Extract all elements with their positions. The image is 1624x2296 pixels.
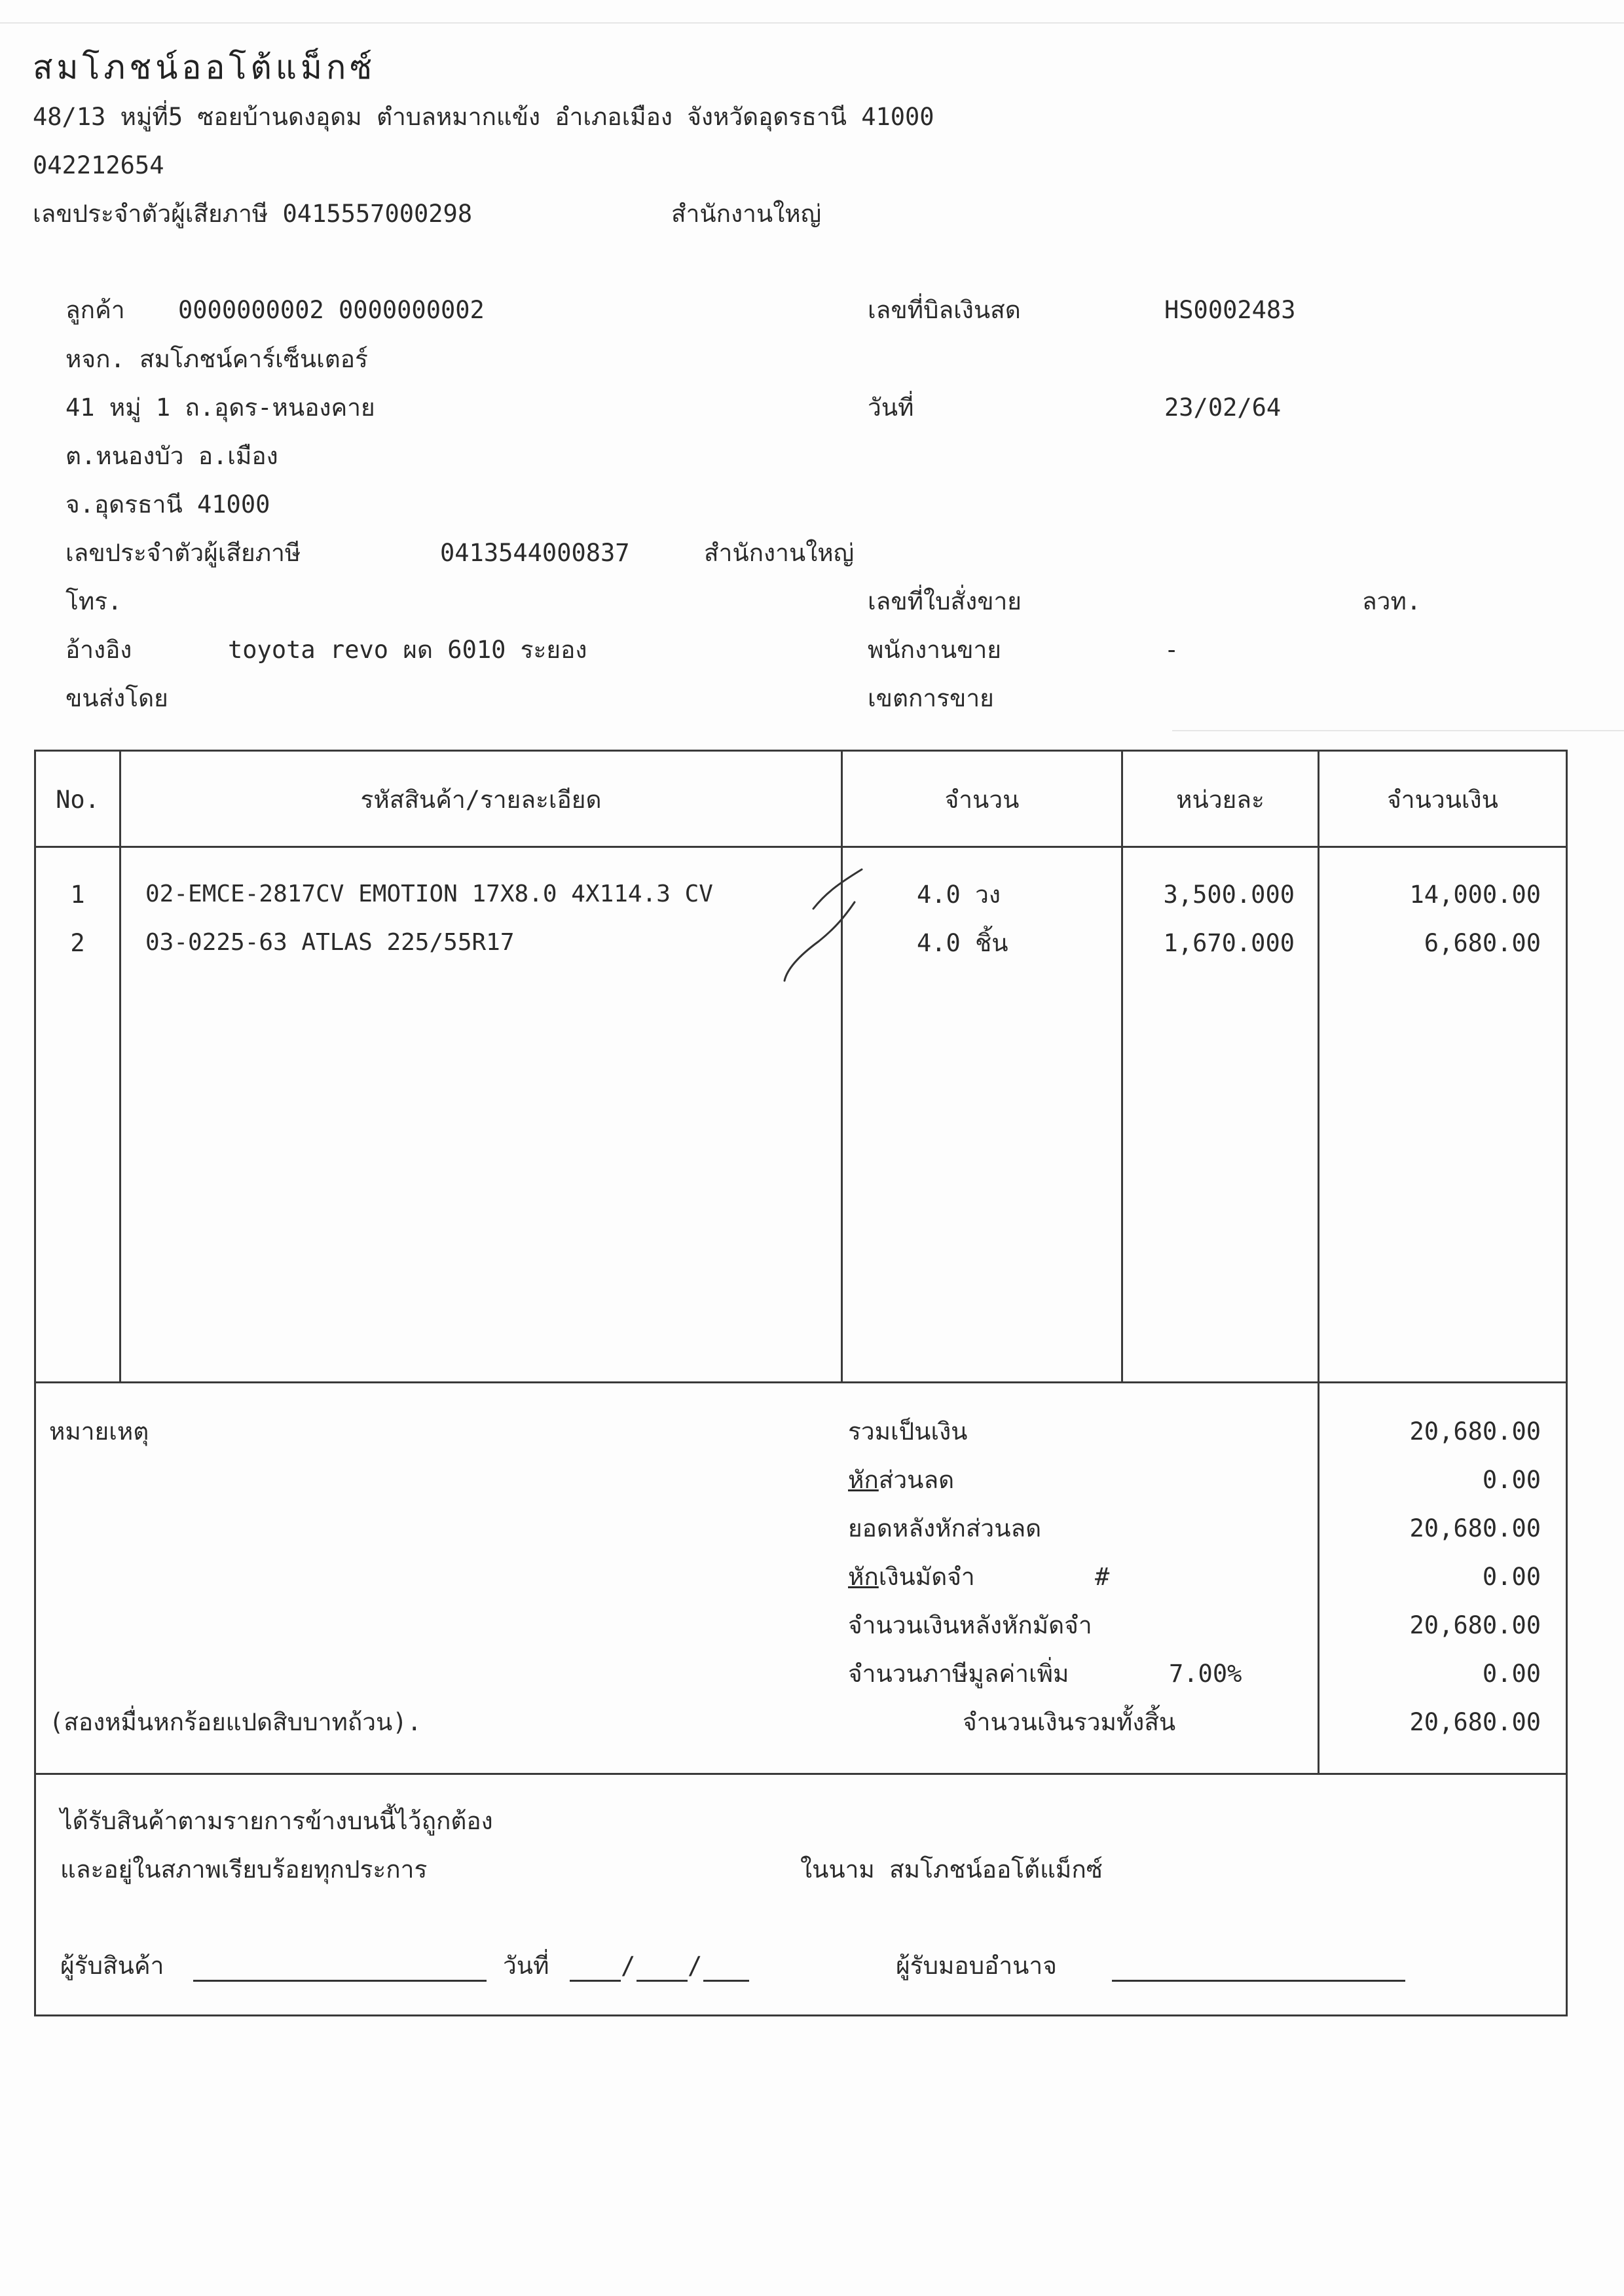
row-amount: 6,680.00 — [1424, 929, 1541, 957]
vat-value: 0.00 — [1482, 1660, 1541, 1688]
header-quantity: จำนวน — [944, 786, 1020, 814]
subtotal-value: 20,680.00 — [1409, 1417, 1541, 1446]
vat-label: จำนวนภาษีมูลค่าเพิ่ม — [848, 1660, 1069, 1688]
row-description: 02-EMCE-2817CV EMOTION 17X8.0 4X114.3 CV — [145, 881, 713, 907]
discount-label-prefix: หัก — [848, 1466, 879, 1494]
row-quantity: 4.0 วง — [917, 881, 1001, 909]
scan-artifact-top — [0, 22, 1624, 24]
scan-artifact-right — [1172, 730, 1624, 731]
customer-address-3: จ.อุดรธานี 41000 — [65, 490, 270, 519]
on-behalf-of: ในนาม สมโภชน์ออโต้แม็กซ์ — [800, 1855, 1103, 1884]
customer-tax-label: เลขประจำตัวผู้เสียภาษี — [65, 539, 301, 567]
customer-label: ลูกค้า — [65, 296, 125, 324]
discount-value: 0.00 — [1482, 1466, 1541, 1494]
deposit-label — [848, 1565, 975, 1589]
invoice-number-label: เลขที่บิลเงินสด — [868, 296, 1021, 324]
authorized-label: ผู้รับมอบอำนาจ — [896, 1952, 1057, 1980]
invoice-date-label: วันที่ — [868, 393, 914, 422]
sales-area-label: เขตการขาย — [868, 684, 994, 712]
header-unit-price: หน่วยละ — [1176, 786, 1264, 814]
company-tax-id: เลขประจำตัวผู้เสียภาษี 0415557000298 — [33, 200, 473, 228]
vat-rate: 7.00% — [1169, 1660, 1242, 1688]
deposit-label-prefix: หัก — [848, 1563, 879, 1591]
deposit-hash: # — [1095, 1563, 1110, 1591]
deposit-label-text: เงินมัดจำ — [878, 1563, 975, 1591]
row-quantity: 4.0 ชิ้น — [917, 929, 1008, 957]
discount-label-text: ส่วนลด — [878, 1466, 955, 1494]
header-description: รหัสสินค้า/รายละเอียด — [360, 786, 602, 814]
receive-date-year — [703, 1958, 749, 1982]
header-no: No. — [56, 786, 100, 814]
invoice-date: 23/02/64 — [1164, 393, 1282, 422]
receiver-label: ผู้รับสินค้า — [60, 1952, 164, 1980]
handwritten-check-marks — [773, 858, 877, 989]
receiver-signature-line — [193, 1958, 487, 1982]
customer-address-1: 41 หมู่ 1 ถ.อุดร-หนองคาย — [65, 393, 375, 422]
receive-date-month — [637, 1958, 688, 1982]
row-unit-price: 3,500.000 — [1163, 881, 1295, 909]
reference-value: toyota revo ผด 6010 ระยอง — [228, 636, 587, 664]
customer-address-2: ต.หนองบัว อ.เมือง — [65, 442, 278, 470]
receive-date-label: วันที่ — [503, 1952, 549, 1980]
subtotal-label: รวมเป็นเงิน — [848, 1417, 968, 1446]
salesperson-label: พนักงานขาย — [868, 636, 1001, 664]
invoice-number: HS0002483 — [1164, 296, 1296, 324]
customer-tax-id: 0413544000837 — [440, 539, 630, 567]
salesperson-value: - — [1164, 636, 1179, 664]
remarks-label: หมายเหตุ — [49, 1417, 149, 1446]
header-amount: จำนวนเงิน — [1387, 786, 1498, 814]
company-phone: 042212654 — [33, 151, 164, 179]
company-branch: สำนักงานใหญ่ — [671, 200, 822, 228]
customer-phone-label: โทร. — [65, 587, 122, 615]
row-amount: 14,000.00 — [1409, 881, 1541, 909]
grand-total-label: จำนวนเงินรวมทั้งสิ้น — [963, 1708, 1176, 1736]
row-unit-price: 1,670.000 — [1163, 929, 1295, 957]
reference-label: อ้างอิง — [65, 636, 132, 664]
receive-date-sep-1: / — [621, 1952, 636, 1980]
received-statement-2: และอยู่ในสภาพเรียบร้อยทุกประการ — [60, 1855, 428, 1884]
row-description: 03-0225-63 ATLAS 225/55R17 — [145, 929, 515, 956]
received-statement-1: ได้รับสินค้าตามรายการข้างบนนี้ไว้ถูกต้อง — [60, 1807, 493, 1835]
after-discount-value: 20,680.00 — [1409, 1514, 1541, 1542]
shipping-label: ขนส่งโดย — [65, 684, 168, 712]
sales-order-value: ลวท. — [1362, 587, 1422, 615]
discount-label — [848, 1468, 954, 1492]
after-deposit-value: 20,680.00 — [1409, 1611, 1541, 1639]
row-no: 1 — [70, 881, 85, 909]
receive-date-day — [570, 1958, 621, 1982]
sales-order-label: เลขที่ใบสั่งขาย — [868, 587, 1022, 615]
deposit-value: 0.00 — [1482, 1563, 1541, 1591]
receive-date-sep-2: / — [688, 1952, 703, 1980]
row-no: 2 — [70, 929, 85, 957]
after-deposit-label: จำนวนเงินหลังหักมัดจำ — [848, 1611, 1092, 1639]
customer-code: 0000000002 0000000002 — [178, 296, 485, 324]
company-name: สมโภชน์ออโต้แม็กซ์ — [33, 48, 377, 86]
grand-total-value: 20,680.00 — [1409, 1708, 1541, 1736]
authorized-signature-line — [1112, 1958, 1405, 1982]
customer-branch: สำนักงานใหญ่ — [704, 539, 855, 567]
amount-in-words: (สองหมื่นหกร้อยแปดสิบบาทถ้วน). — [49, 1708, 422, 1736]
company-address: 48/13 หมู่ที่5 ซอยบ้านดงอุดม ตำบลหมากแข้ง อำเภอเมือง จังหวัดอุดรธานี 41000 — [33, 103, 934, 131]
after-discount-label: ยอดหลังหักส่วนลด — [848, 1514, 1042, 1542]
customer-name: หจก. สมโภชน์คาร์เซ็นเตอร์ — [65, 345, 368, 373]
